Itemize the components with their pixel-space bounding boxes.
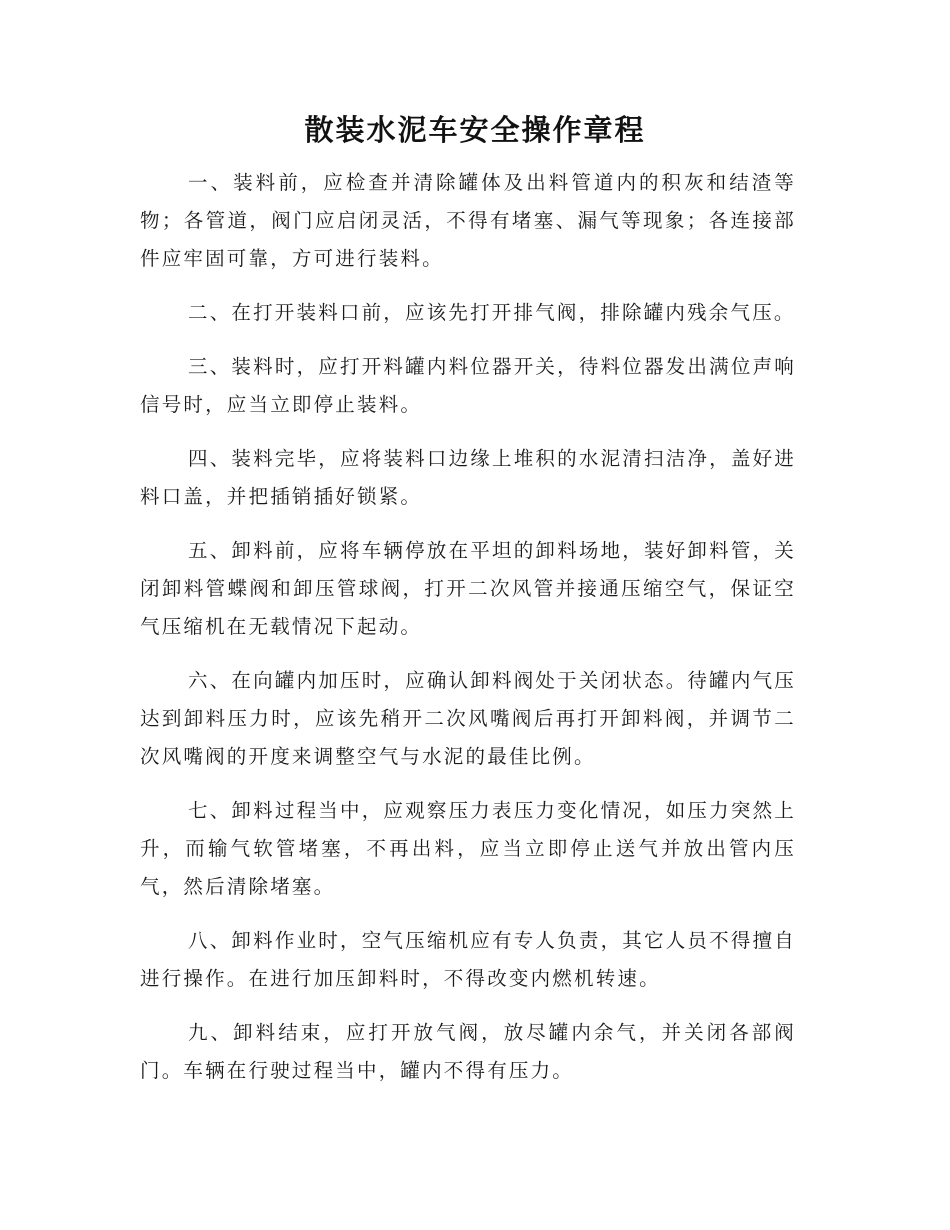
paragraph-2: 二、在打开装料口前，应该先打开排气阀，排除罐内残余气压。: [188, 301, 796, 324]
paragraph-4: 四、装料完毕，应将装料口边缘上堆积的水泥清扫洁净，盖好进料口盖，并把插销插好锁紧。: [140, 447, 796, 508]
paragraph-1: 一、装料前，应检查并清除罐体及出料管道内的积灰和结渣等物；各管道，阀门应启闭灵活，不得有堵塞、漏气等现象；各连接部件应牢固可靠，方可进行装料。: [140, 171, 796, 270]
paragraph-9: 九、卸料结束，应打开放气阀，放尽罐内余气，并关闭各部阀门。车辆在行驶过程当中，罐内不得有压力。: [140, 1021, 796, 1082]
paragraph-7: 七、卸料过程当中，应观察压力表压力变化情况，如压力突然上升，而输气软管堵塞，不再出料，应当立即停止送气并放出管内压气，然后清除堵塞。: [140, 799, 796, 898]
paragraph-3: 三、装料时，应打开料罐内料位器开关，待料位器发出满位声响信号时，应当立即停止装料。: [140, 355, 796, 416]
paragraph-8: 八、卸料作业时，空气压缩机应有专人负责，其它人员不得擅自进行操作。在进行加压卸料时，不得改变内燃机转速。: [140, 929, 796, 990]
document-body: [140, 164, 796, 1106]
document-title: 散装水泥车安全操作章程: [304, 113, 646, 147]
paragraph-6: 六、在向罐内加压时，应确认卸料阀处于关闭状态。待罐内气压达到卸料压力时，应该先稍开二次风嘴阀后再打开卸料阀，并调节二次风嘴阀的开度来调整空气与水泥的最佳比例。: [140, 669, 796, 768]
paragraph-5: 五、卸料前，应将车辆停放在平坦的卸料场地，装好卸料管，关闭卸料管蝶阀和卸压管球阀，打开二次风管并接通压缩空气，保证空气压缩机在无载情况下起动。: [140, 539, 796, 638]
